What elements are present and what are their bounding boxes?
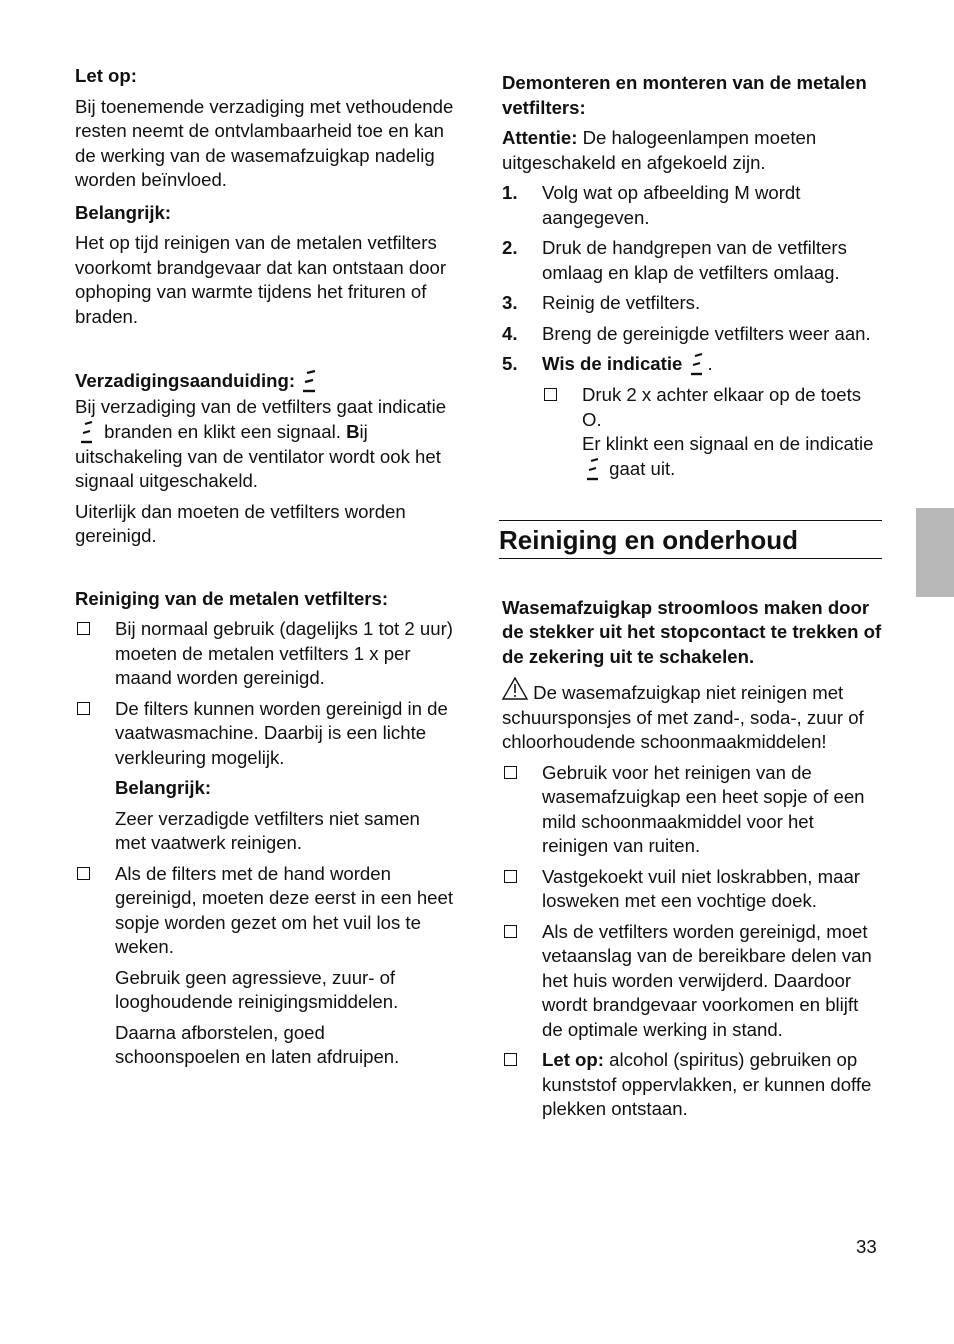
list-item-text: Als de vetfilters worden gereinigd, moet vetaanslag van de bereikbare delen van het huis worden verwijderd. Daardoor wordt brandgevaar voorkomen en blijft de optimale werking in stand. <box>542 920 872 1040</box>
attentie-body: De halogeenlampen moeten uitgeschakeld en afgekoeld zijn. <box>502 127 817 173</box>
belangrijk-heading: Belangrijk: <box>75 201 172 223</box>
section-title: Reiniging en onderhoud <box>499 520 882 559</box>
checkbox-bullet-icon <box>544 388 557 401</box>
right-column <box>499 71 884 1122</box>
step-item <box>502 181 884 230</box>
verzadiging-text-bold: B <box>346 420 360 442</box>
uiterlijk-text: Uiterlijk dan moeten de vetfilters worden gereinigd. <box>75 500 406 547</box>
step-number: 3. <box>502 292 518 313</box>
checkbox-bullet-icon <box>77 622 90 635</box>
step-item <box>502 236 884 285</box>
checkbox-bullet-icon <box>504 1053 517 1066</box>
list-item <box>502 1048 884 1122</box>
step-item <box>502 322 884 347</box>
list-item-text: De filters kunnen worden gereinigd in de vaatwasmachine. Daarbij is een lichte verkleuring mogelijk. <box>115 697 448 768</box>
verzadiging-text <box>75 395 455 494</box>
saturation-indicator-icon <box>582 458 604 482</box>
list-item <box>75 617 455 691</box>
saturation-indicator-icon <box>75 421 99 445</box>
step-item <box>502 291 884 316</box>
verzadiging-text-part2: branden en klikt een signaal. <box>104 420 341 442</box>
list-item <box>502 920 884 1043</box>
step-text: Breng de gereinigde vetfilters weer aan. <box>542 322 871 344</box>
stroomloos-heading: Wasemafzuigkap stroomloos maken door de stekker uit het stopcontact te trekken of de zekering uit te schakelen. <box>502 596 882 667</box>
step-number: 5. <box>502 353 518 374</box>
list-item-text: Gebruik voor het reinigen van de wasemafzuigkap een heet sopje of een mild schoonmaakmiddel voor het reinigen van ruiten. <box>542 761 865 857</box>
list-item-label: Let op: <box>542 1049 604 1071</box>
saturation-indicator-icon <box>688 353 708 377</box>
step-text: Wis de indicatie <box>542 353 683 374</box>
attentie-text <box>502 126 884 175</box>
list-item-text: Als de filters met de hand worden gereinigd, moeten deze eerst in een heet sopje worden gezet om het vuil los te weken. <box>115 862 454 958</box>
sub-list-item <box>542 383 884 482</box>
checkbox-bullet-icon <box>77 867 90 880</box>
letop-text: Bij toenemende verzadiging met vethoudende resten neemt de ontvlambaarheid toe en kan de werking van de wasemafzuigkap nadelig worden beïnvloed. <box>75 95 454 190</box>
list-item <box>502 761 884 859</box>
list-item <box>75 862 455 960</box>
belangrijk2-heading: Belangrijk: <box>115 777 212 799</box>
step-text-end: . <box>707 353 713 374</box>
daarna-text: Daarna afborstelen, goed schoonspoelen en laten afdruipen. <box>115 1021 400 1068</box>
letop-heading: Let op: <box>75 65 137 86</box>
left-column <box>75 64 455 1070</box>
checkbox-bullet-icon <box>504 766 517 779</box>
step-number: 1. <box>502 182 518 203</box>
warning-body: De wasemafzuigkap niet reinigen met schuursponsjes of met zand-, soda-, zuur of chloorhoudende schoonmaakmiddelen! <box>502 682 864 753</box>
saturation-indicator-icon <box>300 369 320 395</box>
sub-list-text: Er klinkt een signaal en de indicatie <box>582 433 874 455</box>
step-number: 4. <box>502 322 518 344</box>
list-item-text: alcohol (spiritus) gebruiken op kunststof oppervlakken, er kunnen doffe plekken ontstaan. <box>542 1049 872 1120</box>
page-number: 33 <box>856 1236 877 1257</box>
sub-list-text: gaat uit. <box>609 457 676 479</box>
checkbox-bullet-icon <box>504 925 517 938</box>
checkbox-bullet-icon <box>77 702 90 715</box>
list-item-text: Bij normaal gebruik (dagelijks 1 tot 2 uur) moeten de metalen vetfilters 1 x per maand worden gereinigd. <box>115 618 453 689</box>
belangrijk-text: Het op tijd reinigen van de metalen vetfilters voorkomt brandgevaar dat kan ontstaan door ophoping van warmte tijdens het frituren of braden. <box>75 232 447 327</box>
list-item <box>502 865 884 914</box>
verzadiging-heading-label: Verzadigingsaanduiding: <box>75 370 296 391</box>
list-item <box>75 697 455 771</box>
warning-triangle-icon <box>502 677 528 701</box>
warning-text <box>502 677 884 755</box>
chapter-tab <box>916 508 954 597</box>
sub-list-text: Druk 2 x achter elkaar op de toets O. <box>582 384 862 430</box>
verzadiging-text-part1: Bij verzadiging van de vetfilters gaat indicatie <box>75 396 447 418</box>
gebruik-text: Gebruik geen agressieve, zuur- of looghoudende reinigingsmiddelen. <box>115 966 399 1013</box>
belangrijk2-text: Zeer verzadigde vetfilters niet samen met vaatwerk reinigen. <box>115 807 420 854</box>
reiniging-heading: Reiniging van de metalen vetfilters: <box>75 587 389 609</box>
step-text: Volg wat op afbeelding M wordt aangegeven. <box>542 182 801 228</box>
checkbox-bullet-icon <box>504 870 517 883</box>
demonteren-heading: Demonteren en monteren van de metalen vetfilters: <box>502 72 867 118</box>
attentie-label: Attentie: <box>502 127 578 148</box>
verzadiging-heading <box>75 369 455 395</box>
verzadiging-text-part3: ij uitschakeling van de ventilator wordt ook het signaal uitgeschakeld. <box>75 420 441 492</box>
list-item-text: Vastgekoekt vuil niet loskrabben, maar losweken met een vochtige doek. <box>542 865 860 912</box>
step-number: 2. <box>502 237 518 258</box>
step-item <box>502 352 884 482</box>
step-text: Druk de handgrepen van de vetfilters omlaag en klap de vetfilters omlaag. <box>542 237 847 283</box>
step-text: Reinig de vetfilters. <box>542 292 701 313</box>
